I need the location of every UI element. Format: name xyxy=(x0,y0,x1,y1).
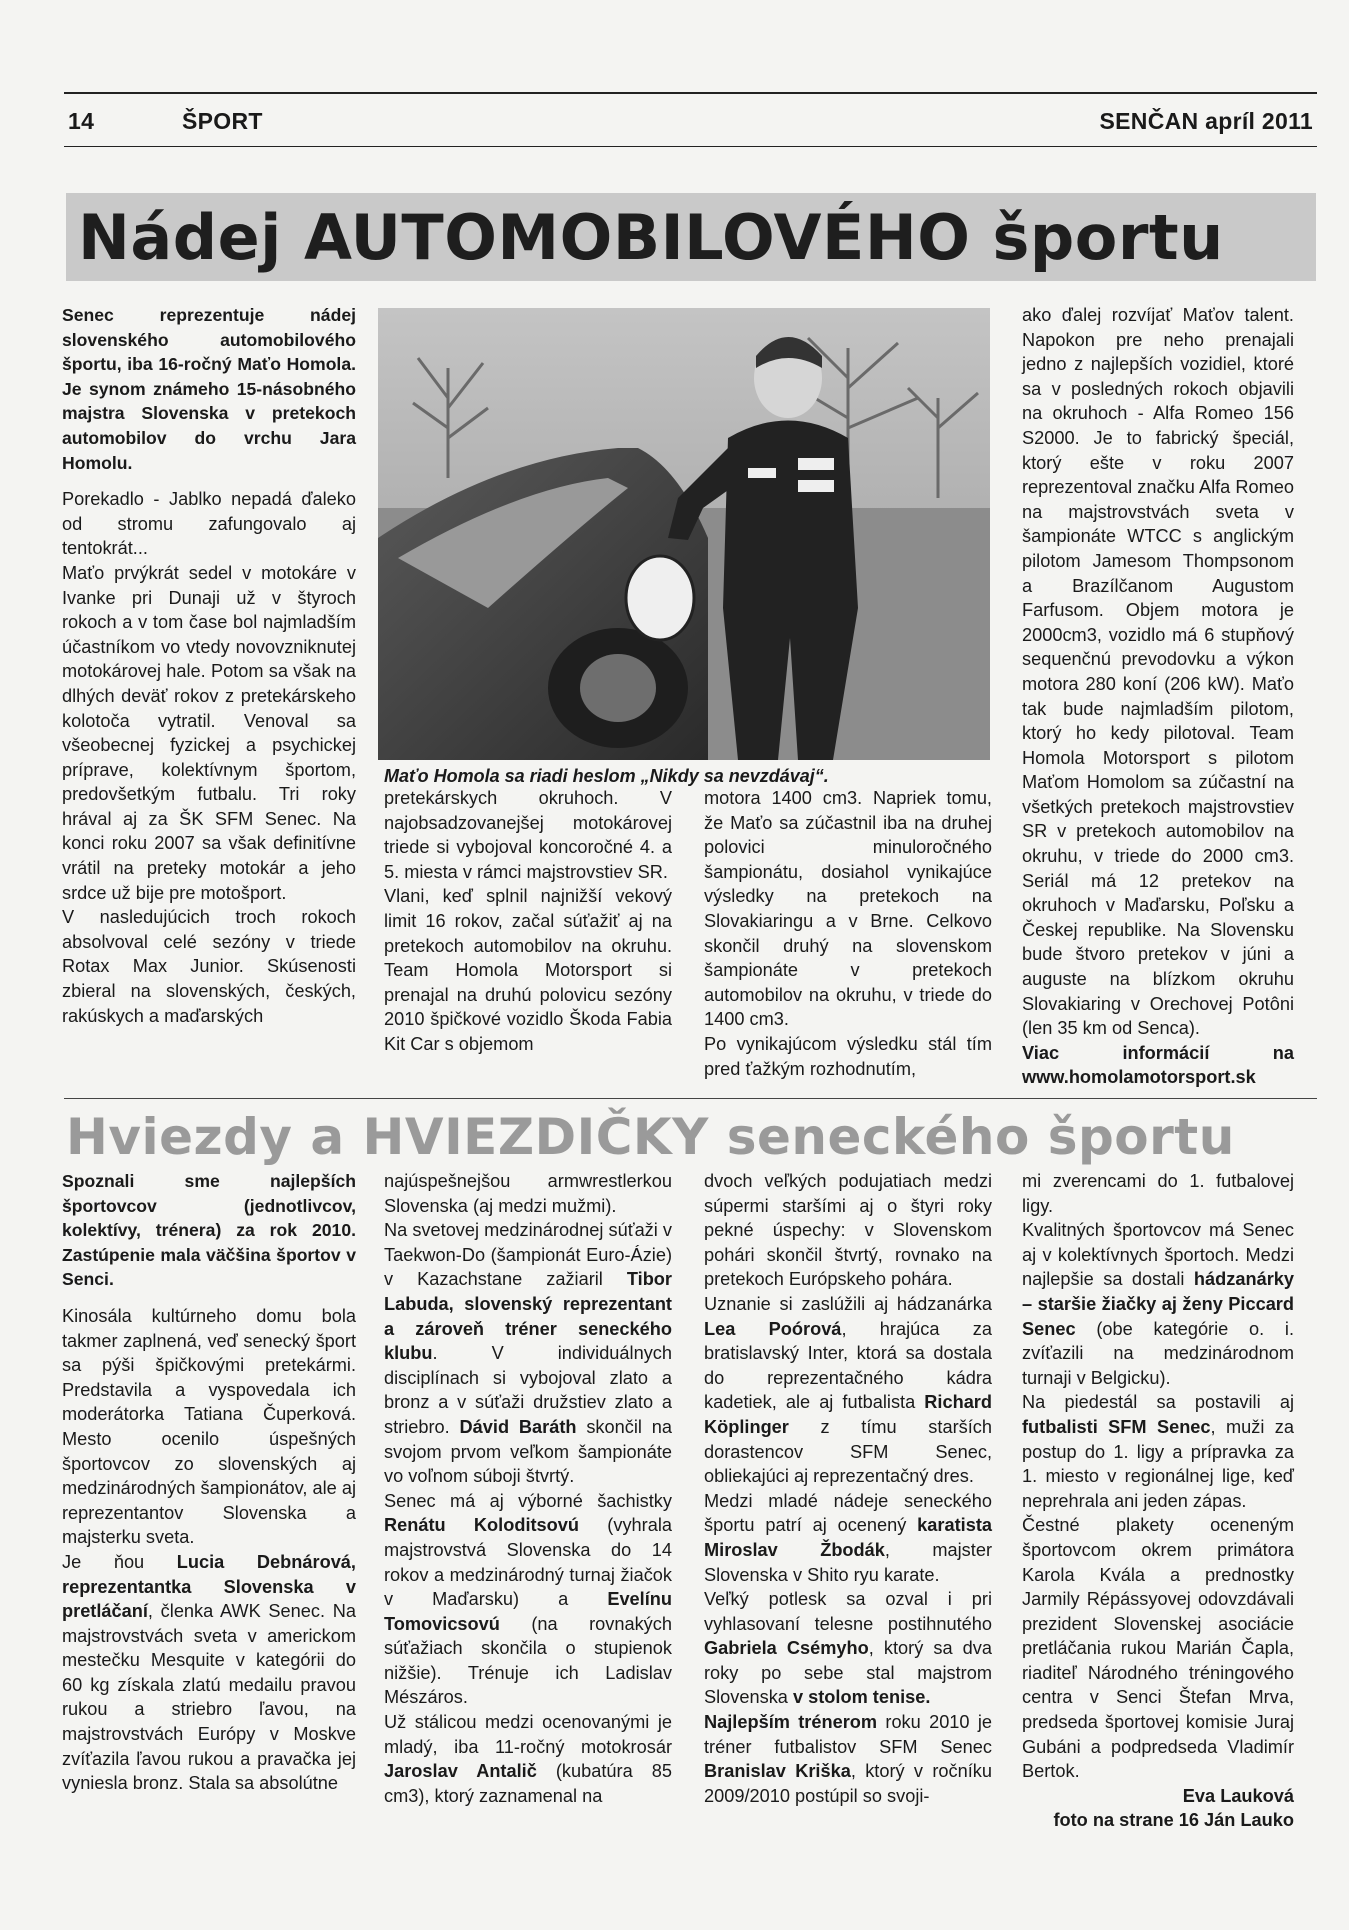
article1-paragraph: Porekadlo - Jablko nepadá ďaleko od stromu zafungovalo aj tentokrát... xyxy=(62,489,356,559)
article1-column-2 xyxy=(384,786,672,1057)
race-car-photo-illustration xyxy=(378,308,990,760)
article2-paragraph: mi zverencami do 1. futbalovej ligy. xyxy=(1022,1171,1294,1216)
page-number: 14 xyxy=(68,108,95,134)
article1-column-4 xyxy=(1022,303,1294,1090)
article2-paragraph: Kvalitných športovcov má Senec aj v kolektívnych športoch. Medzi najlepšie sa dostali hádzanárky – staršie žiačky aj ženy Piccard Senec (obe kategórie o. i. zvíťazili na medzinárodnom turnaji v Belgicku). xyxy=(1022,1220,1294,1388)
article2-paragraph: Veľký potlesk sa ozval i pri vyhlasovaní telesne postihnutého Gabriela Csémyho, ktorý sa dva roky po sebe stal majstrom Slovenska v stolom tenise. xyxy=(704,1589,992,1708)
article2-paragraph: Čestné plakety oceneným športovcom okrem primátora Karola Kvála a prednostky Jarmily Répássyovej odovzdávali prezident Slovenskej asociácie pretláčania rukou Marián Čapla, riaditeľ Národného tréningového centra v Senci Štefan Mrva, predseda športovej komisie Juraj Gubáni a podpredseda Vladimír Bertok. xyxy=(1022,1515,1294,1782)
article1-paragraph: Po vynikajúcom výsledku stál tím pred ťažkým rozhodnutím, xyxy=(704,1033,992,1079)
article2-paragraph: Na svetovej medzinárodnej súťaži v Taekwon-Do (šampionát Euro-Ázie) v Kazachstane zažiaril Tibor Labuda, slovenský reprezentant a zároveň tréner seneckého klubu. V individuálnych disciplínach si vybojoval zlato a bronz a v súťaži družstiev zlato a striebro. Dávid Baráth skončil na svojom prvom veľkom šampionáte vo voľnom súboji štvrtý. xyxy=(384,1220,672,1487)
article2-column-1 xyxy=(62,1169,356,1796)
article2-paragraph: Už stálicou medzi ocenovanými je mladý, iba 11-ročný motokrosár Jaroslav Antalič (kubatúra 85 cm3), ktorý zaznamenal na xyxy=(384,1712,672,1806)
article2-paragraph: Na piedestál sa postavili aj futbalisti SFM Senec, muži za postup do 1. ligy a prípravka za 1. miesto v regionálnej lige, keď neprehrala ani jeden zápas. xyxy=(1022,1392,1294,1511)
website-link[interactable]: Viac informácií na www.homolamotorsport.sk xyxy=(1022,1042,1294,1088)
article1-column-3 xyxy=(704,786,992,1081)
header-rule-bottom xyxy=(64,146,1317,147)
article2-paragraph: Medzi mladé nádeje seneckého športu patrí aj ocenený karatista Miroslav Žbodák, majster Slovenska v Shito ryu karate. xyxy=(704,1490,992,1585)
photo-credit: foto na strane 16 Ján Lauko xyxy=(1053,1810,1294,1831)
article2-column-2 xyxy=(384,1169,672,1808)
article-divider xyxy=(64,1098,1317,1099)
article2-paragraph: najúspešnejšou armwrestlerkou Slovenska (aj medzi mužmi). xyxy=(384,1171,672,1216)
article1-headline: Nádej AUTOMOBILOVÉHO športu xyxy=(78,201,1224,274)
article2-paragraph: Je ňou Lucia Debnárová, reprezentantka Slovenska v pretláčaní, členka AWK Senec. Na majstrovstvách sveta v americkom mestečku Mesquite v kategórii do 60 kg získala zlatú medailu pravou rukou a striebro ľavou, na majstrovstvách Európy v Moskve zvíťazila ľavou rukou a pravačka jej vyniesla bronz. Stala sa absolútne xyxy=(62,1551,356,1794)
header-rule-top xyxy=(64,92,1317,94)
article2-paragraph: Senec má aj výborné šachistky Renátu Koloditsovú (vyhrala majstrovstvá Slovenska do 14 rokov a medzinárodný turnaj žiačok v Maďarsku) a Evelínu Tomovicsovú (na rovnakých súťažiach skončila o stupienok nižšie). Trénuje ich Ladislav Mészáros. xyxy=(384,1490,672,1708)
article2-paragraph: Uznanie si zaslúžili aj hádzanárka Lea Poórová, hrajúca za bratislavský Inter, ktorá sa dostala do reprezentačného kádra kadetiek, ale aj futbalista Richard Köplinger z tímu starších dorastencov SFM Senec, obliekajúci aj reprezentačný dres. xyxy=(704,1293,992,1487)
headline-bar xyxy=(66,193,1316,281)
article2-lead: Spoznali sme najlepších športovcov (jednotlivcov, kolektívy, trénera) za rok 2010. Zastúpenie mala väčšina športov v Senci. xyxy=(62,1171,356,1290)
article2-paragraph: Kinosála kultúrneho domu bola takmer zaplnená, veď senecký šport sa pýši špičkovými pretekármi. Predstavila a vyspovedala ich moderátorka Tatiana Čuperková. Mesto ocenilo úspešných športovcov zo slovenských aj medzinárodných šampionátov, ale aj reprezentantov Slovenska a majsterku sveta. xyxy=(62,1305,356,1548)
article2-paragraph: dvoch veľkých podujatiach medzi súpermi staršími aj o štyri roky pekné úspechy: v Slovenskom pohári skončil štvrtý, rovnako na pretekoch Európskeho pohára. xyxy=(704,1171,992,1290)
article1-paragraph: ako ďalej rozvíjať Maťov talent. Napokon pre neho prenajali jedno z najlepších vozidiel, ktoré sa v posledných rokoch objavili na okruhoch - Alfa Romeo 156 S2000. Je to fabrický špeciál, ktorý ešte v roku 2007 reprezentoval značku Alfa Romeo na majstrovstvách sveta v šampionáte WTCC s anglickým pilotom Jamesom Thompsonom a Brazílčanom Augustom Farfusom. Objem motora je 2000cm3, vozidlo má 6 stupňový sequenčnú prevodovku a výkon motora 280 koní (206 kW). Maťo tak bude najmladším pilotom, ktorý ho kedy pilotoval. Team Homola Motorsport s pilotom Maťom Homolom sa zúčastní na všetkých pretekoch majstrovstiev SR v pretekoch automobilov na okruhu, v triede do 2000 cm3. Seriál má 12 pretekov na okruhoch v Maďarsku, Poľsku a Českej republike. Na Slovensku bude štvoro pretekov v júni a auguste na blízkom okruhu Slovakiaring v Orechovej Potôni (len 35 km od Senca). xyxy=(1022,305,1294,1039)
article2-headline: Hviezdy a HVIEZDIČKY seneckého športu xyxy=(66,1108,1235,1166)
article1-column-1 xyxy=(62,303,356,1028)
article1-paragraph: pretekárskych okruhoch. V najobsadzovanejšej motokárovej triede si vybojoval koncoročné 4. a 5. miesta v rámci majstrovstiev SR. xyxy=(384,788,672,882)
article2-column-4 xyxy=(1022,1169,1294,1833)
article1-paragraph: Maťo prvýkrát sedel v motokáre v Ivanke pri Dunaji už v štyroch rokoch a v tom čase bol najmladším účastníkom vo vtedy novovzniknutej motokárovej hale. Potom sa však na dlhých deväť rokov z pretekárskeho kolotoča vytratil. Venoval sa všeobecnej fyzickej a psychickej príprave, kolektívnym športom, predovšetkým futbalu. Tri roky hrával aj za ŠK SFM Senec. Na konci roku 2007 sa však definitívne vrátil na preteky motokár a jeho srdce už bije pre motošport. xyxy=(62,562,356,903)
article1-paragraph: Vlani, keď splnil najnižší vekový limit 16 rokov, začal súťažiť aj na pretekoch automobilov na okruhu. Team Homola Motorsport si prenajal na druhú polovicu sezóny 2010 špičkové vozidlo Škoda Fabia Kit Car s objemom xyxy=(384,886,672,1054)
article1-paragraph: motora 1400 cm3. Napriek tomu, že Maťo sa zúčastnil iba na druhej polovici minuloročného šampionátu, dosiahol vynikajúce výsledky na pretekoch na Slovakiaringu a v Brne. Celkovo skončil druhý na slovenskom šampionáte v pretekoch automobilov na okruhu, v triede do 1400 cm3. xyxy=(704,788,992,1030)
article1-lead: Senec reprezentuje nádej slovenského automobilového športu, iba 16-ročný Maťo Homola. Je synom známeho 15-násobného majstra Slovenska v pretekoch automobilov do vrchu Jara Homolu. xyxy=(62,305,356,473)
article1-photo xyxy=(378,308,990,760)
article2-paragraph: Najlepším trénerom roku 2010 je tréner futbalistov SFM Senec Branislav Kriška, ktorý v ročníku 2009/2010 postúpil so svoji- xyxy=(704,1712,993,1806)
section-name: ŠPORT xyxy=(182,108,263,134)
article1-paragraph: V nasledujúcich troch rokoch absolvoval celé sezóny v triede Rotax Max Junior. Skúsenosti zbieral na slovenských, českých, rakúskych a maďarských xyxy=(62,907,356,1026)
author-signature: Eva Lauková xyxy=(1182,1785,1294,1806)
article2-column-3 xyxy=(704,1169,992,1808)
publication-date: SENČAN apríl 2011 xyxy=(1099,108,1313,134)
photo-caption: Maťo Homola sa riadi heslom „Nikdy sa nevzdávaj“. xyxy=(384,766,829,786)
